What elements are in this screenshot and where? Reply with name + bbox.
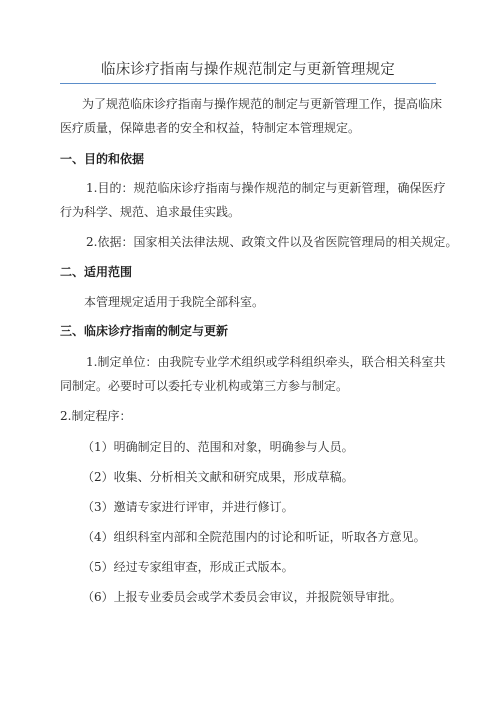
intro-line-2: 医疗质量，保障患者的安全和权益，特制定本管理规定。 [60,121,361,135]
drafting-item-1-line-2: 同制定。必要时可以委托专业机构或第三方参与制定。 [60,379,349,393]
purpose-item-1-line-2: 行为科学、规范、追求最佳实践。 [60,205,241,219]
procedure-step-1: （1）明确制定目的、范围和对象，明确参与人员。 [82,440,354,454]
document-title: 临床诊疗指南与操作规范制定与更新管理规定 [101,62,395,78]
section-heading-scope: 二、适用范围 [60,265,133,279]
scope-body: 本管理规定适用于我院全部科室。 [84,295,265,309]
intro-line-1: 为了规范临床诊疗指南与操作规范的制定与更新管理工作，提高临床 [82,97,443,111]
procedure-step-2: （2）收集、分析相关文献和研究成果，形成草稿。 [82,470,354,484]
section-heading-purpose: 一、目的和依据 [60,152,145,166]
purpose-item-1-line-1: 1.目的：规范临床诊疗指南与操作规范的制定与更新管理，确保医疗 [86,181,446,195]
section-heading-guideline-drafting: 三、临床诊疗指南的制定与更新 [60,324,229,338]
drafting-item-1-line-1: 1.制定单位：由我院专业学术组织或学科组织牵头，联合相关科室共 [86,355,446,369]
procedure-step-3: （3）邀请专家进行评审，并进行修订。 [82,500,294,514]
title-underline [60,83,436,84]
drafting-item-2-label: 2.制定程序： [60,409,132,423]
purpose-item-2: 2.依据：国家相关法律法规、政策文件以及省医院管理局的相关规定。 [86,235,458,249]
procedure-step-4: （4）组织科室内部和全院范围内的讨论和听证，听取各方意见。 [82,530,426,544]
procedure-step-6: （6）上报专业委员会或学术委员会审议，并报院领导审批。 [82,590,402,604]
procedure-step-5: （5）经过专家组审查，形成正式版本。 [82,560,294,574]
